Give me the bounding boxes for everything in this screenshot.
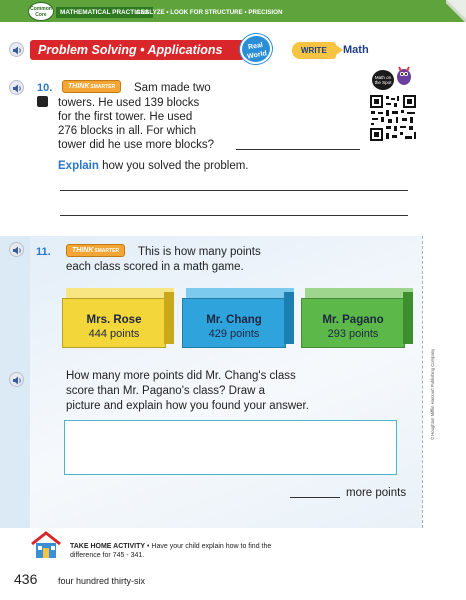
real-world-badge: Real World [238, 31, 275, 66]
smarter-badge-text: SMARTER [94, 248, 120, 254]
explain-label: Explain [58, 160, 99, 172]
practice-subtitle: ANALYZE • LOOK FOR STRUCTURE • PRECISION [136, 9, 283, 16]
problem-11-intro-2: each class scored in a math game. [66, 261, 244, 273]
explain-prompt [58, 160, 249, 172]
page-number-words: four hundred thirty-six [58, 576, 146, 586]
math-label: Math [343, 44, 369, 56]
problem-solving-banner: Problem Solving • Applications [30, 40, 244, 60]
problem-10-line-5: tower did he use more blocks? [58, 139, 214, 151]
question-line-3: picture and explain how you found your answer. [66, 400, 309, 412]
explanation-line-1[interactable] [60, 190, 408, 191]
page-curl [446, 0, 466, 22]
block-name: Mr. Pagano [322, 314, 384, 326]
score-block-pagano [301, 288, 413, 348]
question-line-2: score than Mr. Pagano's class? Draw a [66, 385, 266, 397]
problem-11-number: 11. [36, 246, 51, 258]
score-block-rose [62, 288, 174, 348]
drawing-answer-box[interactable] [64, 420, 397, 475]
smarter-badge-text: SMARTER [90, 84, 116, 90]
practice-tag: MATHEMATICAL PRACTICES [56, 7, 153, 18]
page-number: 436 [14, 571, 38, 587]
house-icon [30, 530, 62, 560]
problem-11-intro-1: This is how many points [138, 246, 261, 258]
block-name: Mr. Chang [206, 314, 262, 326]
audio-speaker-icon[interactable] [9, 80, 24, 95]
write-pencil-badge: WRITE [292, 42, 336, 59]
take-home-title: TAKE HOME ACTIVITY [70, 543, 146, 550]
audio-speaker-icon[interactable] [9, 372, 24, 387]
take-home-activity [70, 543, 290, 560]
problem-10-line-4: 276 blocks in all. For which [58, 125, 197, 137]
audio-speaker-icon[interactable] [9, 42, 24, 57]
block-name: Mrs. Rose [86, 314, 142, 326]
copyright-text: © Houghton Mifflin Harcourt Publishing Company [430, 348, 435, 440]
block-points: 444 points [88, 328, 140, 340]
problem-10-number: 10. [37, 82, 53, 94]
common-core-badge: Common Core [28, 2, 54, 21]
block-points: 429 points [208, 328, 260, 340]
think-badge-text: THINK [72, 247, 94, 254]
more-points-label: more points [346, 487, 407, 499]
block-points: 293 points [327, 328, 379, 340]
explain-text: how you solved the problem. [98, 160, 249, 172]
score-block-chang [182, 288, 294, 348]
problem-10-line-3: for the first tower. He used [58, 111, 193, 123]
think-badge-text: THINK [68, 83, 90, 90]
problem-10-line-1: Sam made two [134, 82, 211, 94]
answer-line[interactable] [236, 149, 360, 150]
question-line-1: How many more points did Mr. Chang's class [66, 370, 296, 382]
math-on-the-spot-label: Math on the Spot [372, 70, 394, 90]
problem-10-line-2: towers. He used 139 blocks [58, 97, 200, 109]
explanation-line-2[interactable] [60, 215, 408, 216]
take-home-text: • Have your child explain how to find the difference for 745 - 341. [70, 543, 272, 559]
pencil-icon [37, 96, 48, 107]
audio-speaker-icon[interactable] [9, 242, 24, 257]
qr-code[interactable] [368, 93, 418, 143]
more-points-answer-line[interactable] [290, 497, 340, 498]
monster-mascot-icon [395, 64, 413, 86]
think-smarter-badge [62, 80, 121, 93]
think-smarter-badge [66, 244, 125, 257]
